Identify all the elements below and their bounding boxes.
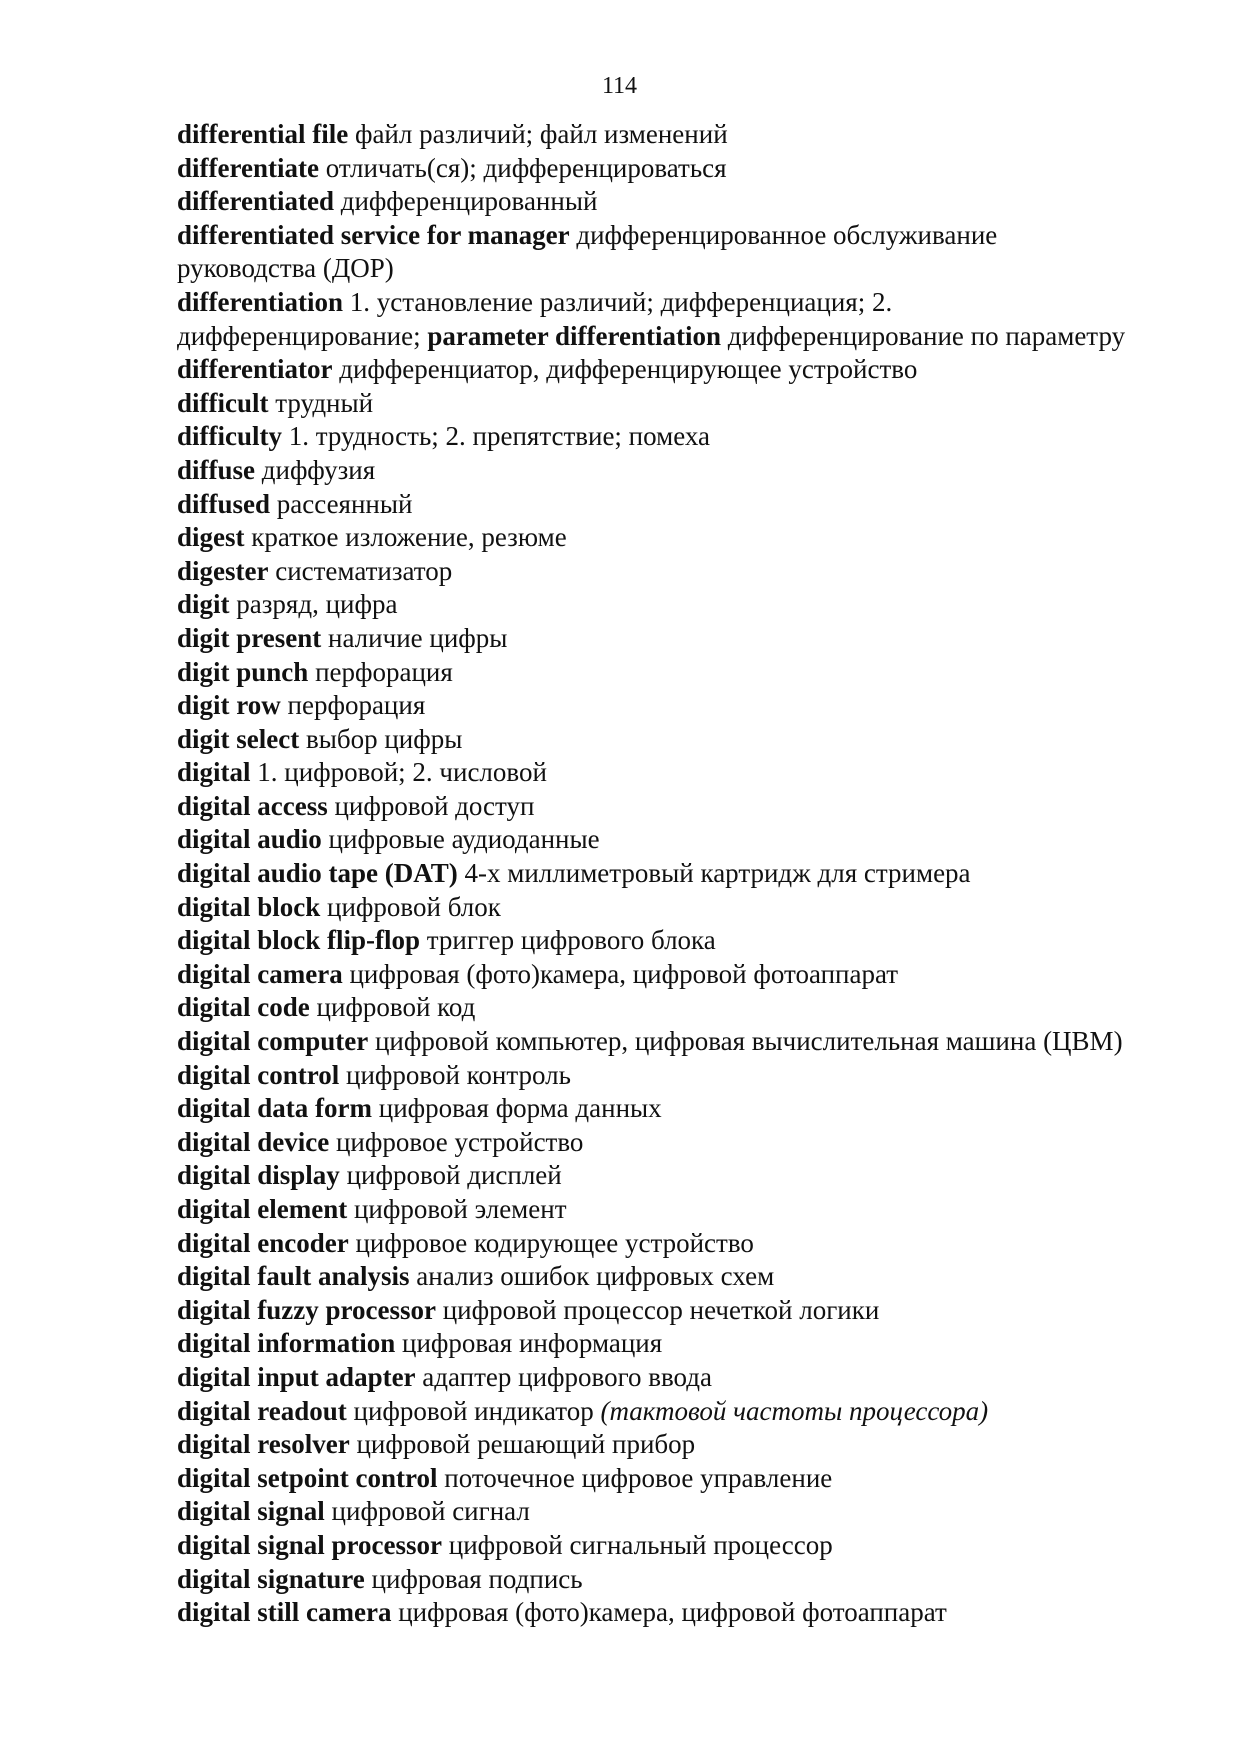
dictionary-entry [177, 622, 1217, 656]
dictionary-entry [177, 1529, 1217, 1563]
entry-term: digest [177, 522, 245, 553]
entry-definition: адаптер цифрового ввода [422, 1361, 712, 1392]
entry-term: digital still camera [177, 1597, 392, 1628]
dictionary-entry [177, 1260, 1217, 1294]
entry-term: digit select [177, 723, 300, 754]
dictionary-entry [177, 958, 1217, 992]
dictionary-entry [177, 991, 1217, 1025]
dictionary-entry [177, 1025, 1217, 1059]
dictionary-entry [177, 488, 1217, 522]
dictionary-entry [177, 891, 1217, 925]
entry-term: digital access [177, 790, 328, 821]
entry-definition: цифровое кодирующее устройство [355, 1227, 754, 1258]
entry-term: diffused [177, 488, 271, 519]
entry-term: digital camera [177, 958, 343, 989]
entry-term: digital encoder [177, 1227, 349, 1258]
entry-definition: цифровой элемент [353, 1194, 567, 1224]
dictionary-entry [177, 1126, 1217, 1160]
dictionary-entry [177, 1361, 1217, 1395]
entry-term: digital element [177, 1194, 348, 1224]
dictionary-entry [177, 790, 1217, 824]
entry-definition: диффузия [261, 454, 376, 485]
entry-term: differential file [177, 119, 349, 149]
entry-definition: цифровая (фото)камера, цифровой фотоаппарат [398, 1597, 947, 1628]
entry-term: digital signal [177, 1496, 325, 1527]
entry-term: digital code [177, 992, 310, 1023]
entry-term: digital data form [177, 1093, 372, 1124]
dictionary-entry [177, 689, 1217, 723]
entry-continuation-line [177, 320, 1217, 354]
entry-term: difficulty [177, 421, 282, 452]
dictionary-entry [177, 555, 1217, 589]
dictionary-entry [177, 1462, 1217, 1496]
entry-term: digital fuzzy processor [177, 1294, 436, 1325]
dictionary-entry [177, 656, 1217, 690]
entry-term: digital block flip-flop [177, 925, 421, 956]
entry-definition: цифровой блок [327, 891, 501, 922]
entry-term: digital input adapter [177, 1361, 416, 1392]
entry-term: differentiated service for manager [177, 219, 570, 250]
dictionary-entry [177, 1395, 1217, 1429]
entry-term: digital block [177, 891, 321, 922]
entry-definition: отличать(ся); дифференцироваться [325, 152, 727, 183]
entry-term: digital [177, 757, 251, 788]
entry-term: digital fault analysis [177, 1261, 410, 1292]
entry-term: differentiation [177, 286, 343, 317]
dictionary-entry [177, 756, 1217, 790]
dictionary-entry [177, 857, 1217, 891]
entry-definition: трудный [275, 387, 374, 418]
entry-term: digital control [177, 1059, 340, 1090]
entry-term: digester [177, 555, 269, 586]
dictionary-entry [177, 420, 1217, 454]
entry-definition: цифровой сигнальный процессор [448, 1529, 833, 1560]
entry-definition: дифференцированный [340, 186, 598, 217]
dictionary-entry [177, 454, 1217, 488]
entry-term: digital audio tape (DAT) [177, 858, 458, 889]
entry-definition: краткое изложение, резюме [251, 522, 567, 553]
entry-term: difficult [177, 387, 269, 418]
dictionary-entry [177, 1563, 1217, 1597]
entry-definition: цифровой компьютер, цифровая вычислительная машина (ЦВМ) [374, 1026, 1123, 1057]
dictionary-entry [177, 1596, 1217, 1630]
dictionary-entry [177, 924, 1217, 958]
entry-term: differentiated [177, 186, 334, 217]
entry-definition: анализ ошибок цифровых схем [416, 1261, 775, 1292]
dictionary-entry [177, 1227, 1217, 1261]
entry-definition: цифровая подпись [371, 1563, 583, 1594]
dictionary-entry [177, 1294, 1217, 1328]
entry-term: digital setpoint control [177, 1462, 438, 1493]
entry-definition: поточечное цифровое управление [444, 1462, 833, 1493]
dictionary-entry [177, 152, 1217, 186]
entry-definition: триггер цифрового блока [426, 925, 716, 956]
dictionary-entry [177, 823, 1217, 857]
entry-term: digital resolver [177, 1429, 350, 1460]
entry-definition: 1. трудность; 2. препятствие; помеха [288, 421, 710, 452]
entry-definition: цифровой доступ [334, 790, 535, 821]
dictionary-entry [177, 286, 1217, 353]
entry-definition: выбор цифры [305, 723, 463, 754]
entry-term: digital signal processor [177, 1529, 443, 1560]
dictionary-entry [177, 1059, 1217, 1093]
entry-definition-continued: дифференцирование; [177, 320, 421, 351]
entry-term: digital device [177, 1126, 330, 1157]
entry-definition: 1. установление различий; дифференциация; 2. [349, 286, 893, 317]
dictionary-entry [177, 353, 1217, 387]
dictionary-entry [177, 118, 1217, 152]
dictionary-entry [177, 521, 1217, 555]
entry-term: digit row [177, 690, 281, 721]
dictionary-entry [177, 588, 1217, 622]
entry-definition: систематизатор [275, 555, 453, 586]
dictionary-entry [177, 219, 1217, 286]
entry-definition: 1. цифровой; 2. числовой [257, 757, 547, 788]
entry-term: diffuse [177, 454, 256, 485]
entry-definition: цифровая информация [402, 1328, 663, 1359]
entry-term: digital signature [177, 1563, 365, 1594]
dictionary-entry [177, 1193, 1217, 1227]
entry-definition: цифровые аудиоданные [328, 824, 600, 855]
entry-definition: цифровой процессор нечеткой логики [442, 1294, 880, 1325]
dictionary-entry [177, 1092, 1217, 1126]
page-number: 114 [601, 73, 638, 99]
entry-definition: файл различий; файл изменений [354, 119, 728, 149]
dictionary-entry [177, 723, 1217, 757]
entry-term: differentiate [177, 152, 319, 183]
dictionary-entry [177, 185, 1217, 219]
entry-term: digital audio [177, 824, 322, 855]
entry-term: digital information [177, 1328, 396, 1359]
entry-definition: разряд, цифра [236, 589, 398, 620]
entry-term: digital display [177, 1160, 340, 1191]
entry-term: digit punch [177, 656, 309, 687]
entry-subterm: parameter differentiation [427, 320, 722, 351]
entry-definition-continued: руководства (ДОР) [177, 253, 394, 284]
entry-definition: цифровой дисплей [346, 1160, 562, 1191]
entry-definition: цифровой индикатор [353, 1395, 594, 1426]
entry-definition: наличие цифры [328, 622, 508, 653]
entry-definition: цифровой код [316, 992, 476, 1023]
dictionary-entry [177, 1428, 1217, 1462]
dictionary-entry [177, 1159, 1217, 1193]
entry-definition: дифференцированное обслуживание [576, 219, 998, 250]
entry-note: (тактовой частоты процессора) [600, 1395, 989, 1426]
entry-definition: цифровое устройство [335, 1126, 584, 1157]
entry-term: differentiator [177, 354, 333, 385]
entry-term: digital readout [177, 1395, 347, 1426]
entry-definition: цифровой сигнал [331, 1496, 530, 1527]
entry-term: digit present [177, 622, 322, 653]
dictionary-entry [177, 1327, 1217, 1361]
entry-subterm-definition: дифференцирование по параметру [727, 320, 1126, 351]
entry-definition: 4-х миллиметровый картридж для стримера [464, 858, 971, 889]
entry-definition: перфорация [315, 656, 453, 687]
entry-term: digit [177, 589, 230, 620]
entry-term: digital computer [177, 1026, 369, 1057]
entry-definition: цифровая (фото)камера, цифровой фотоаппарат [349, 958, 899, 989]
entry-definition: дифференциатор, дифференцирующее устройство [339, 354, 918, 385]
dictionary-entry [177, 387, 1217, 421]
entry-definition: цифровая форма данных [378, 1093, 662, 1124]
dictionary-entry [177, 1495, 1217, 1529]
entry-definition: перфорация [287, 690, 426, 721]
entry-definition: рассеянный [276, 488, 413, 519]
entry-definition: цифровой контроль [346, 1059, 571, 1090]
entry-definition: цифровой решающий прибор [356, 1429, 696, 1460]
dictionary-entries [177, 118, 1217, 1630]
